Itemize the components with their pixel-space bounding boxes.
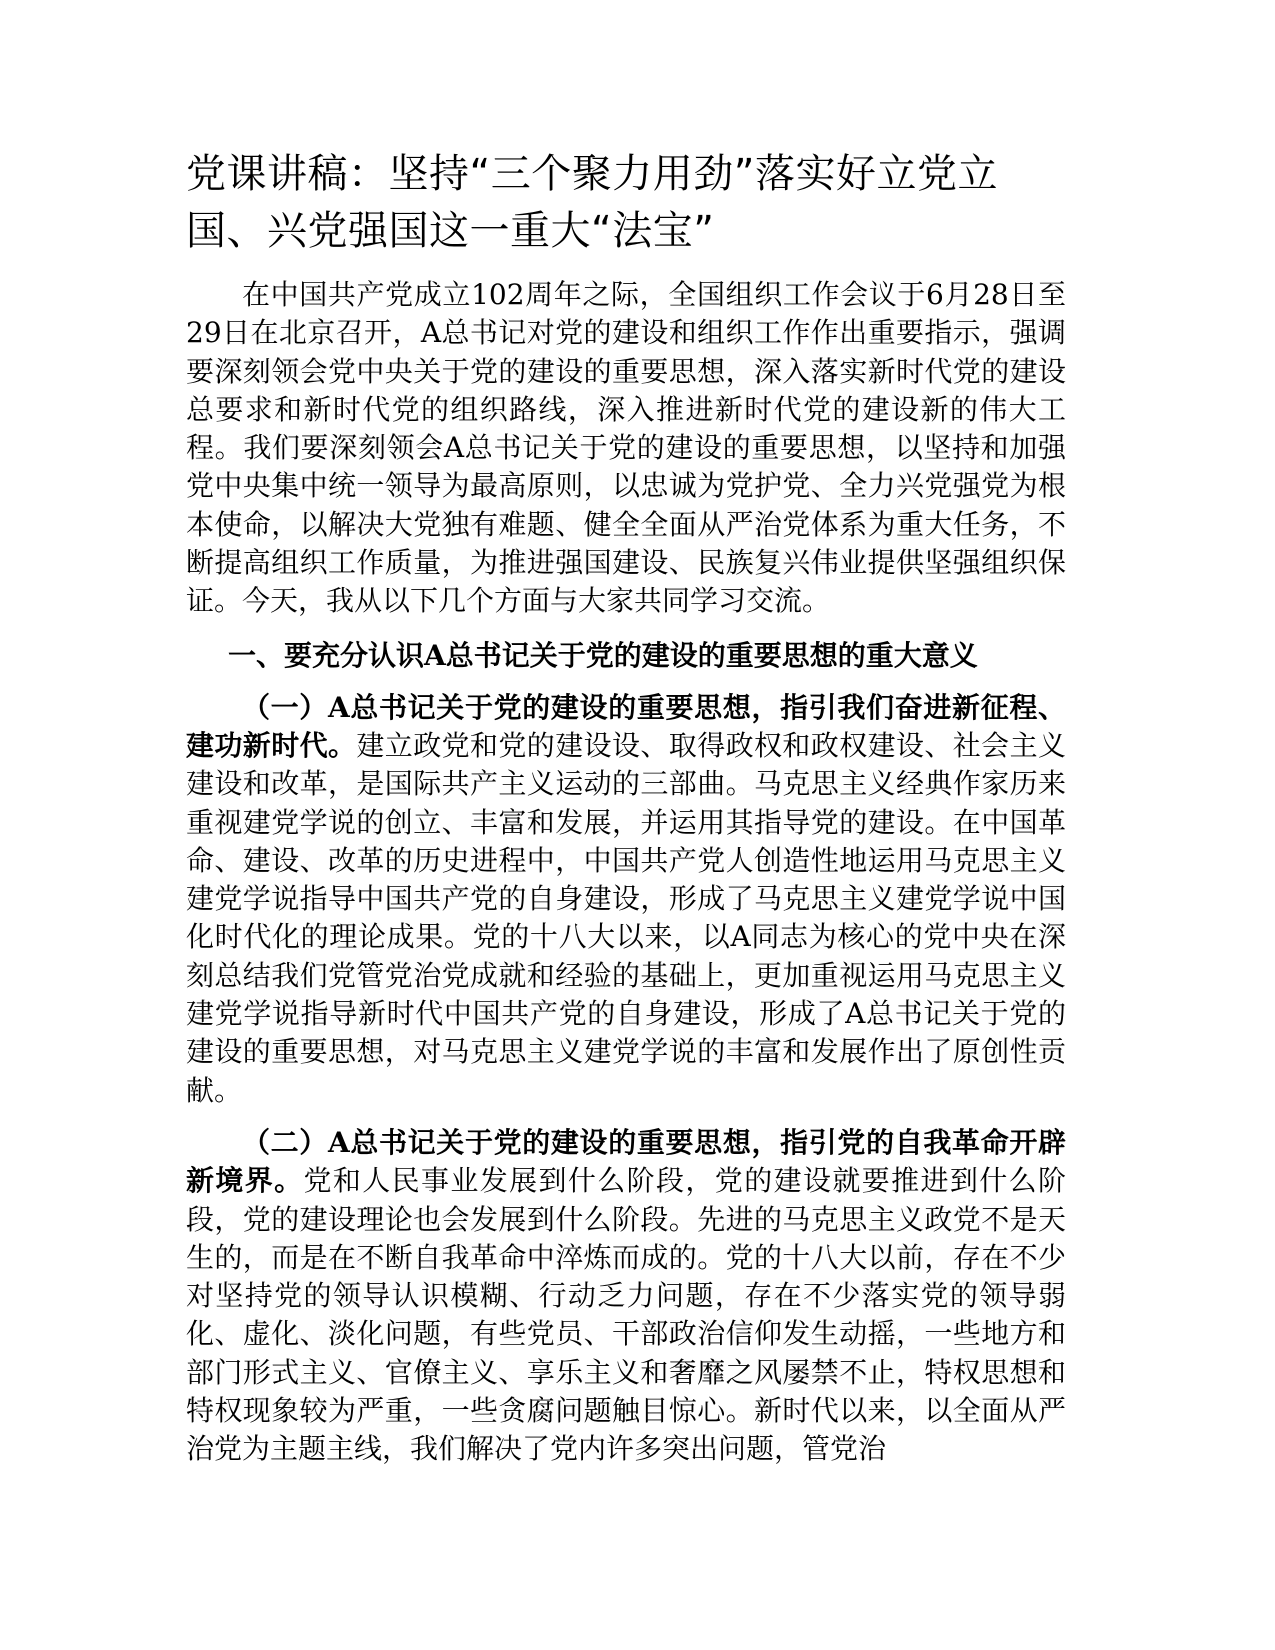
document-title: 党课讲稿：坚持“三个聚力用劲”落实好立党立国、兴党强国这一重大“法宝” xyxy=(186,151,998,254)
intro-paragraph: 在中国共产党成立102周年之际，全国组织工作会议于6月28日至29日在北京召开，A总书记对党的建设和组织工作作出重要指示，强调要深刻领会党中央关于党的建设的重要思想，深入落实新时代党的建设总要求和新时代党的组织路线，深入推进新时代党的建设新的伟大工程。我们要深刻领会A总书记关于党的建设的重要思想，以坚持和加强党中央集中统一领导为最高原则，以忠诚为党护党、全力兴党强党为根本使命，以解决大党独有难题、健全全面从严治党体系为重大任务，不断提高组织工作质量，为推进强国建设、民族复兴伟业提供坚强组织保证。今天，我从以下几个方面与大家共同学习交流。 xyxy=(186,278,1066,618)
subsection-body-1: 建立政党和党的建设设、取得政权和政权建设、社会主义建设和改革，是国际共产主义运动的三部曲。马克思主义经典作家历来重视建党学说的创立、丰富和发展，并运用其指导党的建设。在中国革命、建设、改革的历史进程中，中国共产党人创造性地运用马克思主义建党学说指导中国共产党的自身建设，形成了马克思主义建党学说中国化时代化的理论成果。党的十八大以来，以A同志为核心的党中央在深刻总结我们党管党治党成就和经验的基础上，更加重视运用马克思主义建党学说指导新时代中国共产党的自身建设，形成了A总书记关于党的建设的重要思想，对马克思主义建党学说的丰富和发展作出了原创性贡献。 xyxy=(186,728,1066,1107)
subsection-lead-1: （一）A总书记关于党的建设的重要思想，指引我们奋进新征程、建功新时代。 xyxy=(186,690,1066,762)
subsection-paragraph-2 xyxy=(186,1124,1066,1469)
subsection-paragraph-1 xyxy=(186,689,1066,1110)
subsection-body-2: 党和人民事业发展到什么阶段，党的建设就要推进到什么阶段，党的建设理论也会发展到什么阶段。先进的马克思主义政党不是天生的，而是在不断自我革命中淬炼而成的。党的十八大以前，存在不少对坚持党的领导认识模糊、行动乏力问题，存在不少落实党的领导弱化、虚化、淡化问题，有些党员、干部政治信仰发生动摇，一些地方和部门形式主义、官僚主义、享乐主义和奢靡之风屡禁不止，特权思想和特权现象较为严重，一些贪腐问题触目惊心。新时代以来，以全面从严治党为主题主线，我们解决了党内许多突出问题，管党治 xyxy=(186,1164,1066,1466)
section-heading: 一、要充分认识A总书记关于党的建设的重要思想的重大意义 xyxy=(228,638,978,672)
document-page xyxy=(186,146,1066,1469)
subsection-lead-2: （二）A总书记关于党的建设的重要思想，指引党的自我革命开辟新境界。 xyxy=(186,1125,1066,1198)
